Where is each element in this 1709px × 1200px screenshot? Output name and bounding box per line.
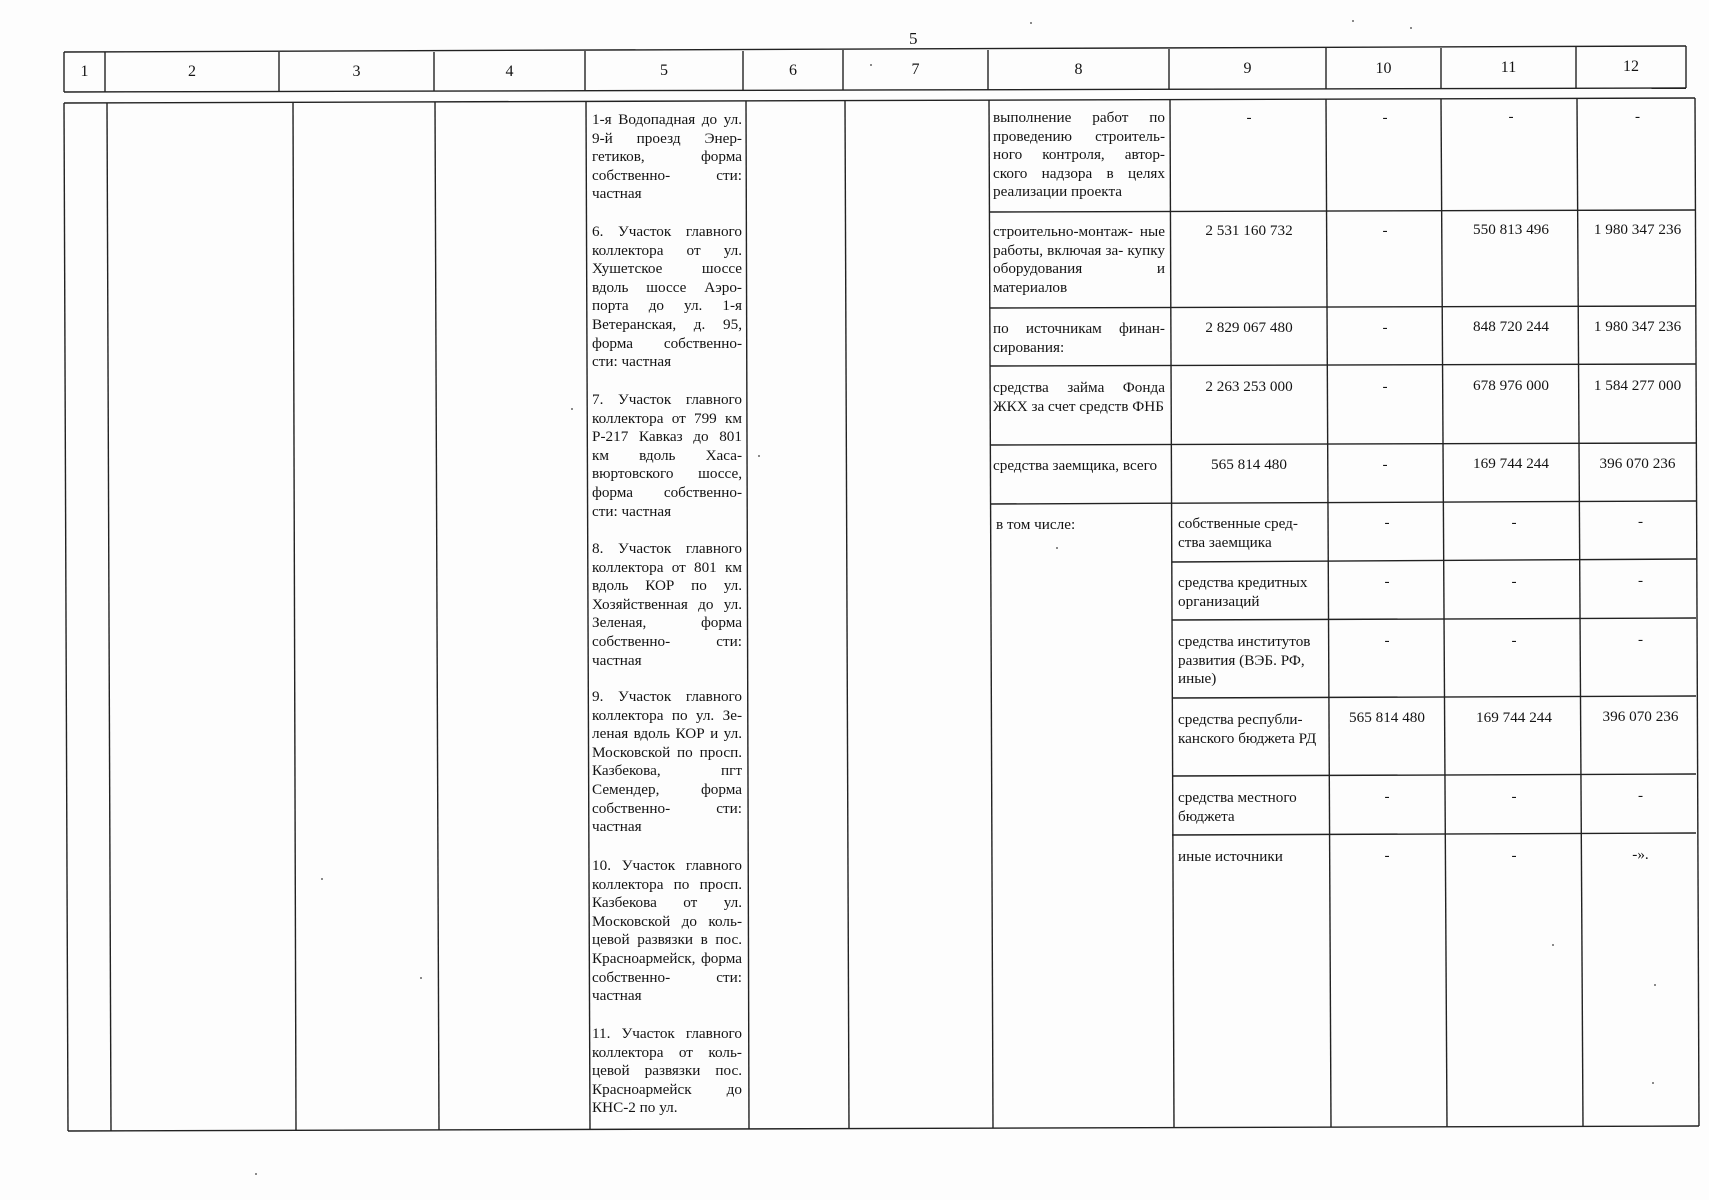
scan-speck	[1410, 27, 1412, 29]
value-col9: -	[1246, 109, 1252, 126]
value-col12: -	[1637, 513, 1644, 530]
header-col-8: 8	[1074, 61, 1083, 78]
scan-speck	[1552, 944, 1554, 946]
scan-speck	[1030, 22, 1032, 24]
value-col11: -	[1511, 847, 1517, 864]
value-col10: -	[1382, 456, 1388, 473]
value-col12: -	[1637, 631, 1644, 648]
value-col11: -	[1511, 632, 1517, 649]
value-col10: -	[1382, 319, 1388, 336]
scan-speck	[420, 977, 422, 979]
header-col-3: 3	[352, 63, 361, 80]
value-col11: 169 744 244	[1473, 455, 1549, 472]
source-label: средства местного бюджета	[1178, 789, 1297, 825]
scan-speck	[1654, 984, 1656, 986]
page-number: 5	[909, 29, 918, 48]
source-label: средства республи- канского бюджета РД	[1178, 711, 1317, 747]
finance-row-label: строительно-монтаж- ные работы, включая за- купку оборудования и материалов	[993, 223, 1165, 296]
value-col9: 565 814 480	[1211, 456, 1287, 473]
source-label: иные источники	[1178, 848, 1283, 865]
value-col11: 169 744 244	[1476, 709, 1552, 726]
value-col10: -	[1382, 109, 1388, 126]
value-col10: -	[1384, 847, 1390, 864]
value-col12: -	[1634, 108, 1641, 125]
finance-row-label: средства заемщика, всего	[993, 457, 1158, 474]
scan-speck	[870, 64, 872, 66]
value-col11: -	[1511, 514, 1517, 531]
value-col10: -	[1382, 222, 1388, 239]
header-col-5: 5	[660, 62, 668, 79]
scan-speck	[321, 878, 323, 880]
object-description: 9. Участок главного коллектора по ул. Зе- леная вдоль КОР и ул. Московской по просп. Казбекова, пгт Семендер, форма собственно- сти: частная	[592, 688, 742, 836]
value-col11: 550 813 496	[1473, 221, 1549, 238]
in-that-number-label: в том числе:	[996, 516, 1076, 533]
header-col-6: 6	[789, 62, 797, 79]
header-col-2: 2	[188, 63, 196, 80]
value-col12: 1 980 347 236	[1593, 221, 1682, 238]
value-col12: -	[1637, 787, 1644, 804]
value-col12: -	[1637, 572, 1644, 589]
value-col12: 1 584 277 000	[1593, 377, 1682, 394]
object-description: 1-я Водопадная до ул. 9-й проезд Энер- гетиков, форма собственно- сти: частная	[592, 111, 742, 203]
value-col12: 396 070 236	[1602, 708, 1679, 725]
value-col10: -	[1384, 514, 1390, 531]
source-label: средства институтов развития (ВЭБ. РФ, иные)	[1178, 633, 1311, 688]
object-description: 10. Участок главного коллектора по просп. Казбекова от ул. Московской до коль- цевой развязки в пос. Красноармейск, форма собственно- сти: частная	[592, 857, 742, 1005]
scan-speck	[571, 408, 573, 410]
header-col-10: 10	[1375, 60, 1392, 77]
scan-speck	[1056, 547, 1058, 549]
value-col9: 2 263 253 000	[1205, 378, 1293, 395]
value-col10: -	[1384, 632, 1390, 649]
object-description: 6. Участок главного коллектора от ул. Хушетское шоссе вдоль шоссе Аэро- порта до ул. 1-я Ветеранская, д. 95, форма собственно- сти: частная	[592, 223, 742, 371]
header-col-4: 4	[505, 63, 514, 80]
value-col11: -	[1511, 788, 1517, 805]
header-col-9: 9	[1243, 60, 1252, 77]
value-col9: 2 829 067 480	[1205, 319, 1293, 336]
finance-row-label: средства займа Фонда ЖКХ за счет средств ФНБ	[993, 379, 1165, 415]
header-col-1: 1	[80, 63, 89, 80]
scan-speck	[1652, 1082, 1654, 1084]
finance-row-label: по источникам финан- сирования:	[993, 320, 1165, 356]
value-col11: -	[1508, 108, 1514, 125]
value-col12: 1 980 347 236	[1593, 318, 1682, 335]
value-col11: 678 976 000	[1473, 377, 1549, 394]
scan-speck	[255, 1173, 257, 1175]
object-description: 11. Участок главного коллектора от коль- цевой развязки пос. Красноармейск до КНС-2 по ул.	[592, 1025, 742, 1117]
value-col10: -	[1384, 573, 1390, 590]
source-label: собственные сред- ства заемщика	[1178, 515, 1298, 551]
value-col11: 848 720 244	[1473, 318, 1549, 335]
value-col9: 2 531 160 732	[1205, 222, 1293, 239]
object-description: 8. Участок главного коллектора от 801 км вдоль КОР по ул. Хозяйственная до ул. Зеленая, форма собственно- сти: частная	[592, 540, 742, 669]
value-col12: -».	[1632, 846, 1649, 863]
header-col-12: 12	[1623, 58, 1639, 75]
value-col12: 396 070 236	[1599, 455, 1676, 472]
value-col10: -	[1384, 788, 1390, 805]
scan-speck	[1352, 20, 1354, 22]
finance-row-label: выполнение работ по проведению строитель- ного контроля, автор- ского надзора в целях реализации проекта	[993, 109, 1165, 201]
object-description: 7. Участок главного коллектора от 799 км Р-217 Кавказ до 801 км вдоль Хаса- вюртовского шоссе, форма собственно- сти: частная	[592, 391, 742, 520]
source-label: средства кредитных организаций	[1178, 574, 1308, 610]
value-col11: -	[1511, 573, 1517, 590]
value-col10: 565 814 480	[1349, 709, 1425, 726]
value-col10: -	[1382, 378, 1388, 395]
header-col-7: 7	[911, 61, 920, 78]
header-col-11: 11	[1500, 59, 1517, 76]
scan-speck	[758, 455, 760, 457]
